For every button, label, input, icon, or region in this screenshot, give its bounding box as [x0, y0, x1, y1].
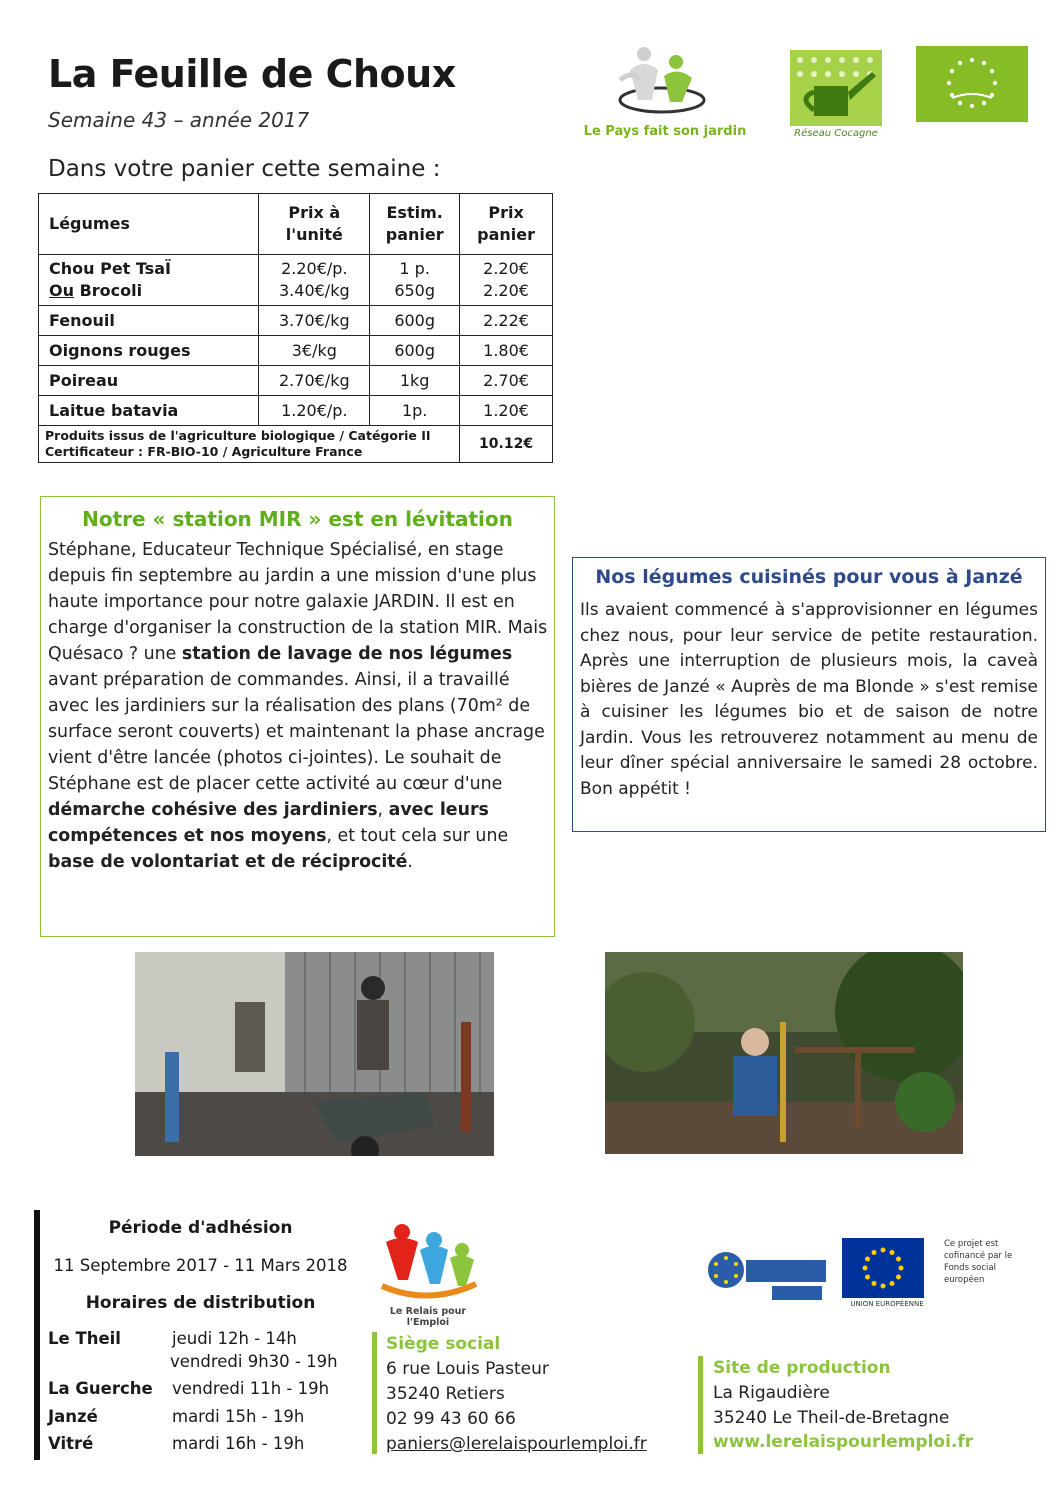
eu-organic-leaf-icon [916, 46, 1028, 122]
garden-anchoring-photo [605, 952, 963, 1154]
table-row [39, 396, 553, 426]
production-address-line-2: 35240 Le Theil-de-Bretagne [713, 1408, 950, 1428]
relais-emploi-logo [372, 1220, 484, 1330]
unit-price: 3€/kg [259, 336, 370, 366]
certification-note: Produits issus de l'agriculture biologique / Catégorie II Certificateur : FR-BIO-10 / Agriculture France [39, 426, 460, 463]
siege-divider-bar [372, 1332, 377, 1454]
basket-price: 2.70€ [460, 366, 553, 396]
janze-article-title: Nos légumes cuisinés pour vous à Janzé [595, 566, 1023, 588]
distribution-time-vitre: mardi 16h - 19h [172, 1434, 305, 1453]
basket-price: 2.20€ 2.20€ [460, 255, 553, 306]
gardener-measuring-photo [605, 952, 963, 1154]
distribution-city-vitre: Vitré [48, 1434, 94, 1453]
basket-quantity: 1kg [370, 366, 460, 396]
table-header-row [39, 194, 553, 255]
header-estim-panier: Estim. panier [370, 194, 460, 255]
basket-price: 1.80€ [460, 336, 553, 366]
relais-people-icon [372, 1220, 484, 1306]
header-prix-unite: Prix à l'unité [259, 194, 370, 255]
reseau-cocagne-logo [788, 48, 884, 144]
distribution-time-janze: mardi 15h - 19h [172, 1407, 305, 1426]
production-divider-bar [698, 1356, 703, 1454]
eu-caption: UNION EUROPÉENNE [850, 1300, 924, 1308]
eu-organic-logo [916, 46, 1028, 122]
gardeners-working-photo [135, 952, 494, 1156]
siege-address-line-1: 6 rue Louis Pasteur [386, 1359, 549, 1379]
eu-flag-icon [842, 1238, 924, 1298]
newsletter-title: La Feuille de Choux [48, 52, 456, 96]
pays-jardin-logo [580, 40, 750, 150]
basket-price: 2.22€ [460, 306, 553, 336]
table-row [39, 366, 553, 396]
basket-heading: Dans votre panier cette semaine : [48, 156, 441, 182]
basket-quantity: 600g [370, 306, 460, 336]
production-address-line-1: La Rigaudière [713, 1383, 830, 1403]
table-footer-row [39, 426, 553, 463]
unit-price: 2.70€/kg [259, 366, 370, 396]
adhesion-period-dates: 11 Septembre 2017 - 11 Mars 2018 [53, 1256, 348, 1275]
distribution-time-le-theil: jeudi 12h - 14h [172, 1329, 297, 1348]
relais-emploi-caption: Le Relais pour l'Emploi [389, 1306, 467, 1328]
eu-flag-logo [842, 1238, 924, 1304]
unit-price: 3.70€/kg [259, 306, 370, 336]
janze-article-text: Ils avaient commencé à s'approvisionner en légumes chez nous, pour leur service de petite restauration. Après une interruption de plusieurs mois, la caveà bières de Janzé « Auprès de ma Blonde » s'est remise à cuisiner les légumes bio et de saison de notre Jardin. Vous les retrouverez notamment au menu de leur dîner spécial anniversaire le samedi 28 octobre. Bon appétit ! [580, 600, 1038, 799]
vegetable-name: Laitue batavia [39, 396, 259, 426]
vegetable-name: Oignons rouges [39, 336, 259, 366]
basket-quantity: 600g [370, 336, 460, 366]
distribution-time-la-guerche: vendredi 11h - 19h [172, 1379, 330, 1398]
watering-can-icon [788, 48, 884, 128]
mir-article-box [40, 496, 555, 937]
header-legumes: Légumes [39, 194, 259, 255]
basket-quantity: 1p. [370, 396, 460, 426]
vegetable-name: Poireau [39, 366, 259, 396]
production-site-title: Site de production [713, 1358, 891, 1378]
distribution-city-le-theil: Le Theil [48, 1329, 121, 1348]
construction-photo [135, 952, 494, 1156]
siege-email-link[interactable]: paniers@lerelaispourlemploi.fr [386, 1434, 647, 1454]
janze-article-box [572, 557, 1046, 832]
distribution-time-le-theil-2: vendredi 9h30 - 19h [170, 1352, 338, 1371]
reseau-cocagne-caption: Réseau Cocagne [794, 128, 878, 139]
basket-quantity: 1 p. 650g [370, 255, 460, 306]
vegetable-name: Fenouil [39, 306, 259, 336]
distribution-city-janze: Janzé [48, 1407, 98, 1426]
basket-price-table [38, 193, 553, 463]
siege-address-line-2: 35240 Retiers [386, 1384, 505, 1404]
vegetable-name: Chou Pet TsaÏ Ou Brocoli [39, 255, 259, 306]
table-row [39, 336, 553, 366]
europe-s-engage-logo [706, 1236, 830, 1308]
newsletter-subtitle: Semaine 43 – année 2017 [48, 108, 310, 132]
unit-price: 1.20€/p. [259, 396, 370, 426]
table-row [39, 255, 553, 306]
table-row [39, 306, 553, 336]
left-divider-bar [34, 1210, 40, 1460]
distribution-hours-title: Horaires de distribution [85, 1293, 316, 1313]
basket-total: 10.12€ [460, 426, 553, 463]
pays-jardin-caption: Le Pays fait son jardin [583, 124, 747, 139]
siege-phone: 02 99 43 60 66 [386, 1409, 516, 1429]
unit-price: 2.20€/p. 3.40€/kg [259, 255, 370, 306]
distribution-city-la-guerche: La Guerche [48, 1379, 153, 1398]
europe-s-engage-logo-graphic [706, 1236, 830, 1308]
website-link[interactable]: www.lerelaispourlemploi.fr [713, 1432, 974, 1452]
mir-article-text: Stéphane, Educateur Technique Spécialisé, en stage depuis fin septembre au jardin a une mission d'une plus haute importance pour notre galaxie JARDIN. Il est en charge d'organiser la construction de la station MIR. Mais Quésaco ? une station de lavage de nos légumes avant préparation de commandes. Ainsi, il a travaillé avec les jardiniers sur la réalisation des plans (70m² de surface seront couverts) et maintenant la phase ancrage vient d'être lancée (photos ci-jointes). Le souhait de Stéphane est de placer cette activité au cœur d'une démarche cohésive des jardiniers, avec leurs compétences et nos moyens, et tout cela sur une base de volontariat et de réciprocité. [48, 540, 548, 872]
mir-article-title: Notre « station MIR » est en lévitation [82, 507, 513, 531]
basket-price: 1.20€ [460, 396, 553, 426]
header-prix-panier: Prix panier [460, 194, 553, 255]
siege-social-title: Siège social [386, 1334, 501, 1354]
adhesion-period-title: Période d'adhésion [108, 1218, 293, 1238]
fse-cofinancing-note: Ce projet est cofinancé par le Fonds social européen [944, 1239, 1013, 1285]
pays-jardin-logo-graphic [580, 40, 750, 124]
